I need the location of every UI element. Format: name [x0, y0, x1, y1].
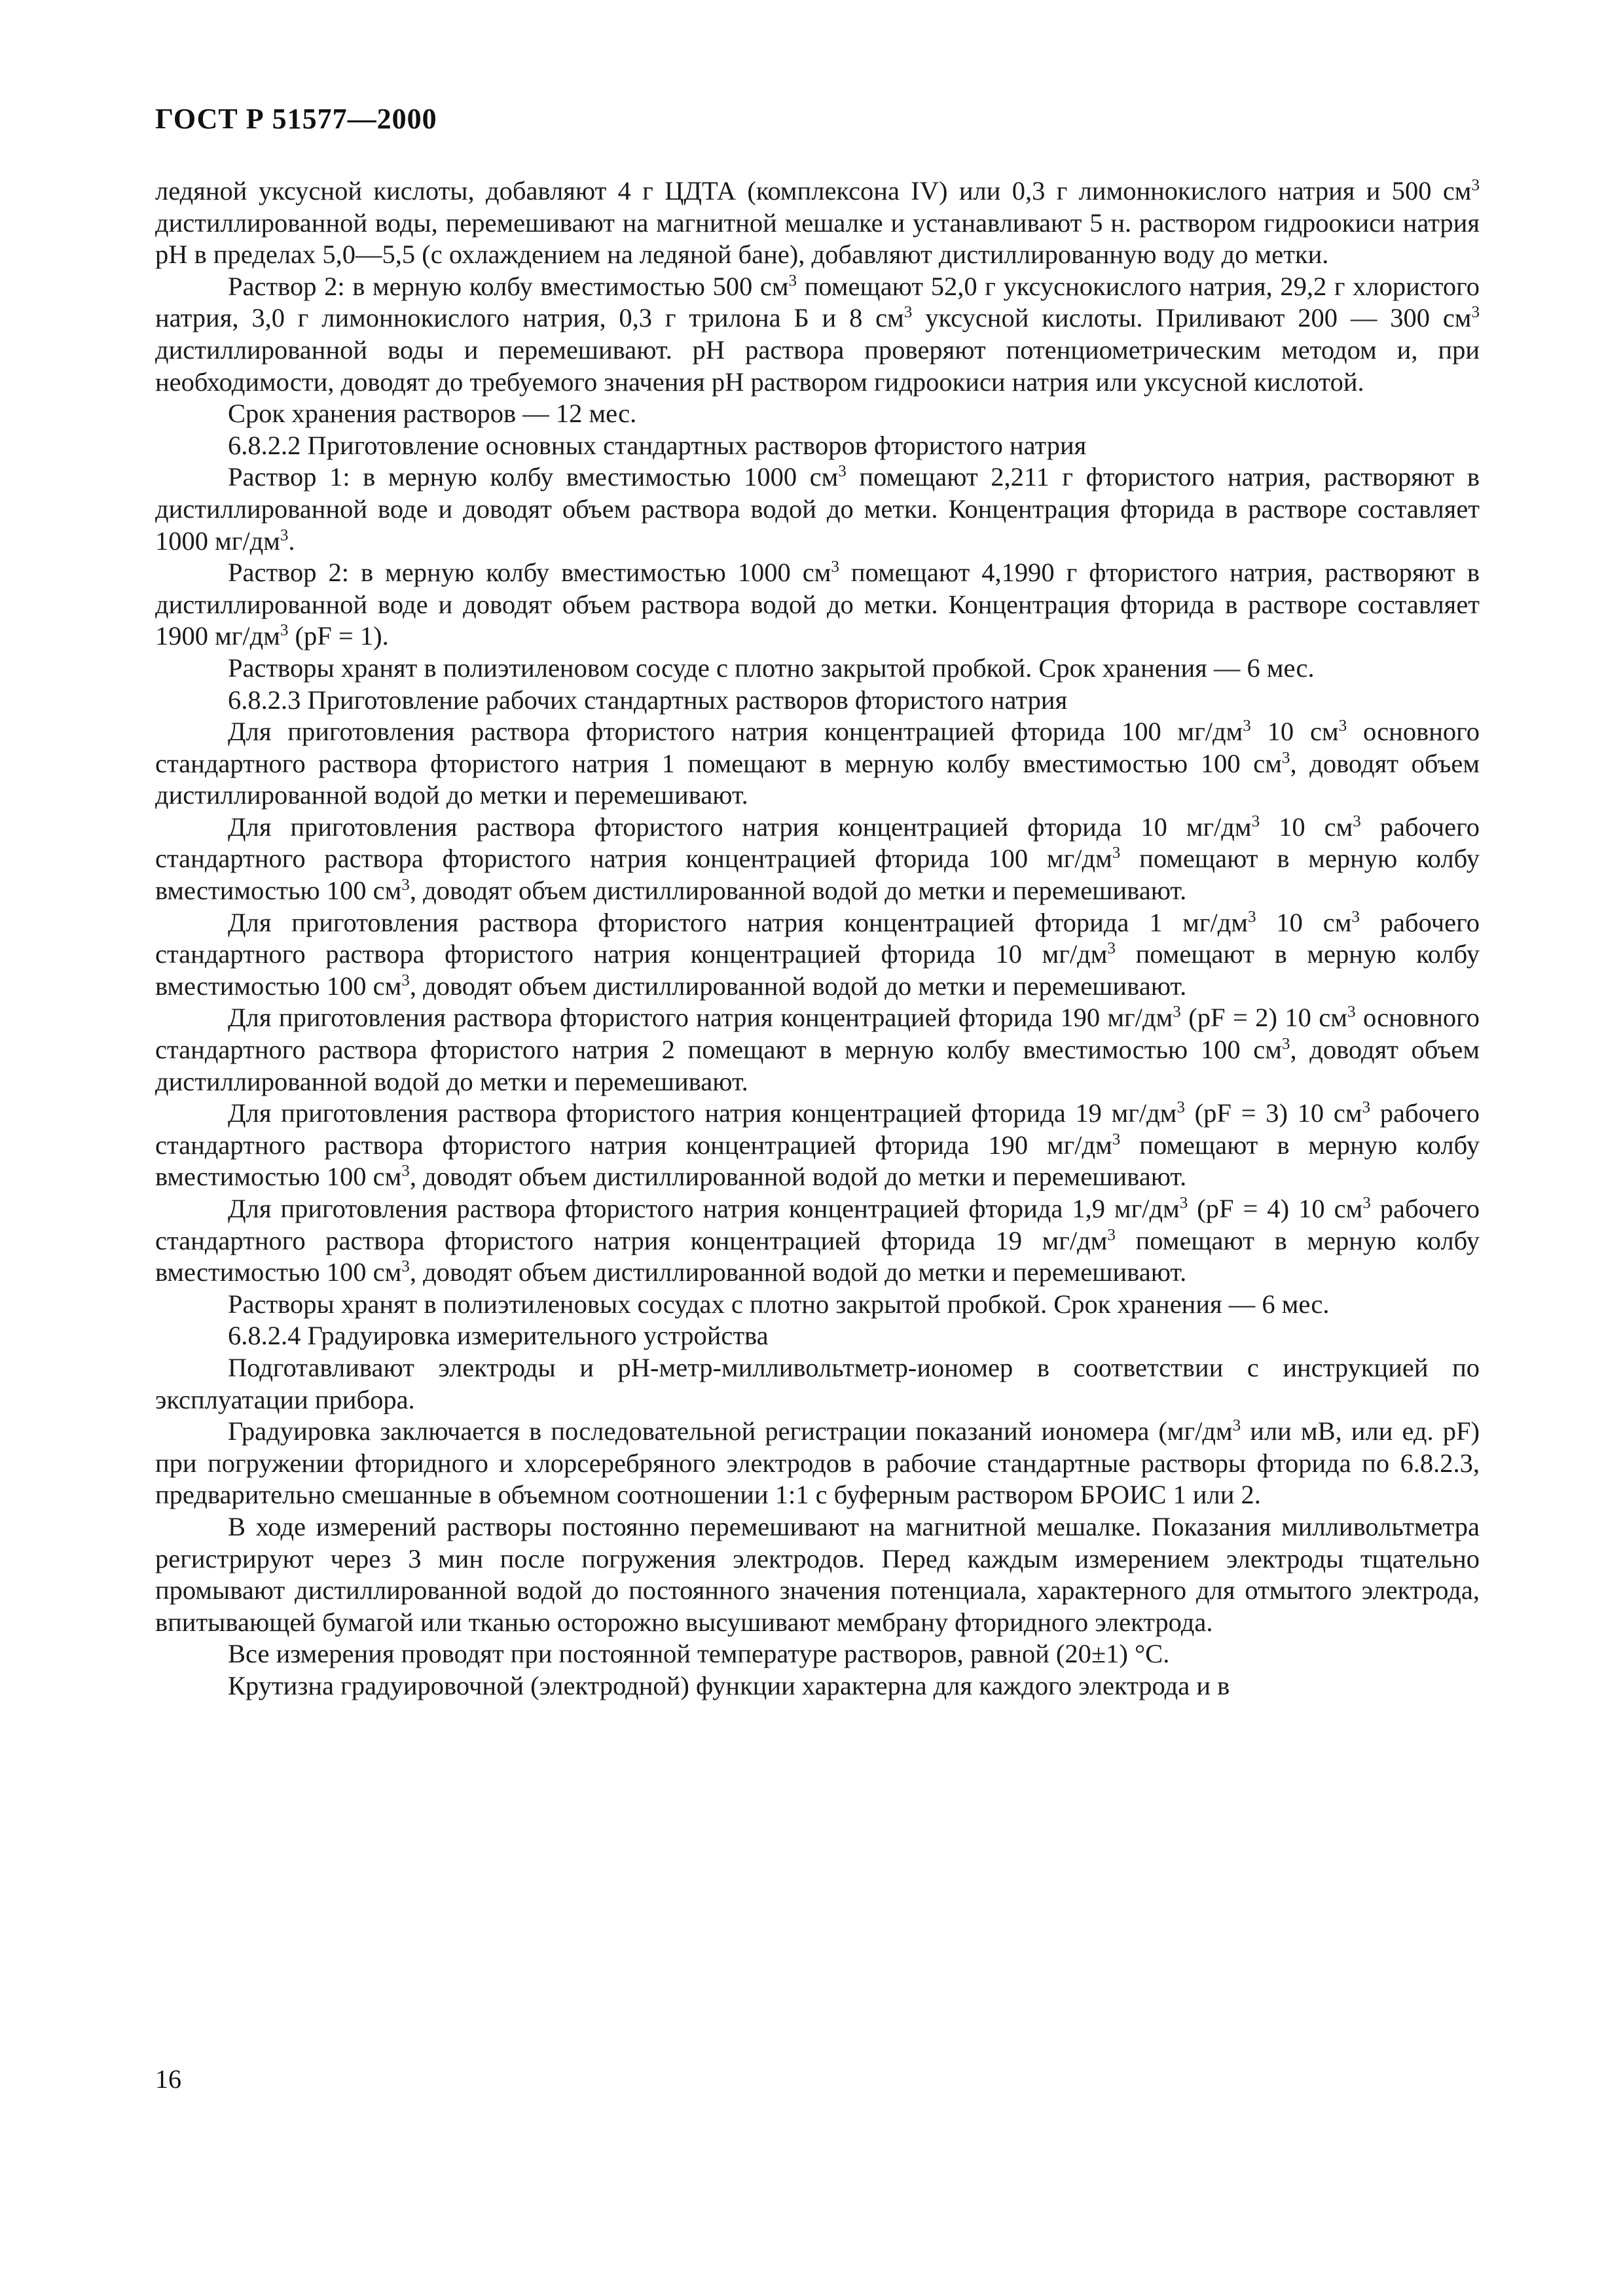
document-header: ГОСТ Р 51577—2000: [155, 103, 437, 135]
document-body: [155, 175, 1480, 1702]
paragraph: 6.8.2.2 Приготовление основных стандартных растворов фтористого натрия: [228, 430, 1087, 460]
paragraph: Все измерения проводят при постоянной температуре растворов, равной (20±1) °С.: [228, 1639, 1170, 1669]
paragraph: Крутизна градуировочной (электродной) функции характерна для каждого электрода и в: [228, 1670, 1230, 1700]
paragraph: Для приготовления раствора фтористого натрия концентрацией фторида 1,9 $мг/дм^3$ (pF = 4) 10 $см^3$ рабочего стандартного раствора фтористого натрия концентрацией фторида 19 $мг/дм^3$ помещают в мерную колбу вместимостью 100 $см^3$, доводят объем дистиллированной водой до метки и перемешивают.: [155, 1194, 1480, 1287]
paragraph: Раствор 2: в мерную колбу вместимостью 500 $см^3$ помещают 52,0 г уксуснокислого натрия, 29,2 г хлористого натрия, 3,0 г лимоннокислого натрия, 0,3 г трилона Б и 8 $см^3$ уксусной кислоты. Приливают 200 — 300 $см^3$ дистиллированной воды и перемешивают. рН раствора проверяют потенциометрическим методом и, при необходимости, доводят до требуемого значения рН раствором гидроокиси натрия или уксусной кислотой.: [155, 271, 1480, 397]
paragraph: 6.8.2.4 Градуировка измерительного устройства: [228, 1321, 769, 1351]
paragraph: Растворы хранят в полиэтиленовых сосудах с плотно закрытой пробкой. Срок хранения — 6 мес.: [228, 1289, 1330, 1319]
page-number: 16: [155, 2064, 181, 2094]
paragraph: Для приготовления раствора фтористого натрия концентрацией фторида 1 $мг/дм^3$ 10 $см^3$ рабочего стандартного раствора фтористого натрия концентрацией фторида 10 $мг/дм^3$ помещают в мерную колбу вместимостью 100 $см^3$, доводят объем дистиллированной водой до метки и перемешивают.: [155, 907, 1480, 1001]
paragraph: ледяной уксусной кислоты, добавляют 4 г ЦДТА (комплексона IV) или 0,3 г лимоннокислого натрия и 500 $см^3$ дистиллированной воды, перемешивают на магнитной мешалке и устанавливают 5 н. раствором гидроокиси натрия рН в пределах 5,0—5,5 (с охлаждением на ледяной бане), добавляют дистиллированную воду до метки.: [155, 176, 1480, 270]
paragraph: 6.8.2.3 Приготовление рабочих стандартных растворов фтористого натрия: [228, 685, 1068, 715]
paragraph: Растворы хранят в полиэтиленовом сосуде с плотно закрытой пробкой. Срок хранения — 6 мес.: [228, 653, 1315, 683]
paragraph: Для приготовления раствора фтористого натрия концентрацией фторида 100 $мг/дм^3$ 10 $см^3$ основного стандартного раствора фтористого натрия 1 помещают в мерную колбу вместимостью 100 $см^3$, доводят объем дистиллированной водой до метки и перемешивают.: [155, 717, 1480, 810]
paragraph: Градуировка заключается в последовательной регистрации показаний иономера ($мг/дм^3$ или мВ, или ед. pF) при погружении фторидного и хлорсеребряного электродов в рабочие стандартные растворы фторида по 6.8.2.3, предварительно смешанные в объемном соотношении 1:1 с буферным раствором БРОИС 1 или 2.: [155, 1416, 1480, 1510]
paragraph: Для приготовления раствора фтористого натрия концентрацией фторида 19 $мг/дм^3$ (pF = 3) 10 $см^3$ рабочего стандартного раствора фтористого натрия концентрацией фторида 190 $мг/дм^3$ помещают в мерную колбу вместимостью 100 $см^3$, доводят объем дистиллированной водой до метки и перемешивают.: [155, 1098, 1480, 1192]
paragraph: Раствор 2: в мерную колбу вместимостью 1000 $см^3$ помещают 4,1990 г фтористого натрия, растворяют в дистиллированной воде и доводят объем раствора водой до метки. Концентрация фторида в растворе составляет 1900 $мг/дм^3$ (pF = 1).: [155, 558, 1480, 651]
paragraph: В ходе измерений растворы постоянно перемешивают на магнитной мешалке. Показания милливольтметра регистрируют через 3 мин после погружения электродов. Перед каждым измерением электроды тщательно промывают дистиллированной водой до постоянного значения потенциала, характерного для отмытого электрода, впитывающей бумагой или тканью осторожно высушивают мембрану фторидного электрода.: [155, 1511, 1480, 1637]
paragraph: Для приготовления раствора фтористого натрия концентрацией фторида 10 $мг/дм^3$ 10 $см^3$ рабочего стандартного раствора фтористого натрия концентрацией фторида 100 $мг/дм^3$ помещают в мерную колбу вместимостью 100 $см^3$, доводят объем дистиллированной водой до метки и перемешивают.: [155, 812, 1480, 906]
paragraph: Срок хранения растворов — 12 мес.: [228, 399, 637, 429]
paragraph: Раствор 1: в мерную колбу вместимостью 1000 $см^3$ помещают 2,211 г фтористого натрия, растворяют в дистиллированной воде и доводят объем раствора водой до метки. Концентрация фторида в растворе составляет 1000 $мг/дм^3$.: [155, 462, 1480, 556]
paragraph: Для приготовления раствора фтористого натрия концентрацией фторида 190 $мг/дм^3$ (pF = 2) 10 $см^3$ основного стандартного раствора фтористого натрия 2 помещают в мерную колбу вместимостью 100 $см^3$, доводят объем дистиллированной водой до метки и перемешивают.: [155, 1003, 1480, 1096]
paragraph: Подготавливают электроды и рН-метр-милливольтметр-иономер в соответствии с инструкцией по эксплуатации прибора.: [155, 1352, 1480, 1414]
